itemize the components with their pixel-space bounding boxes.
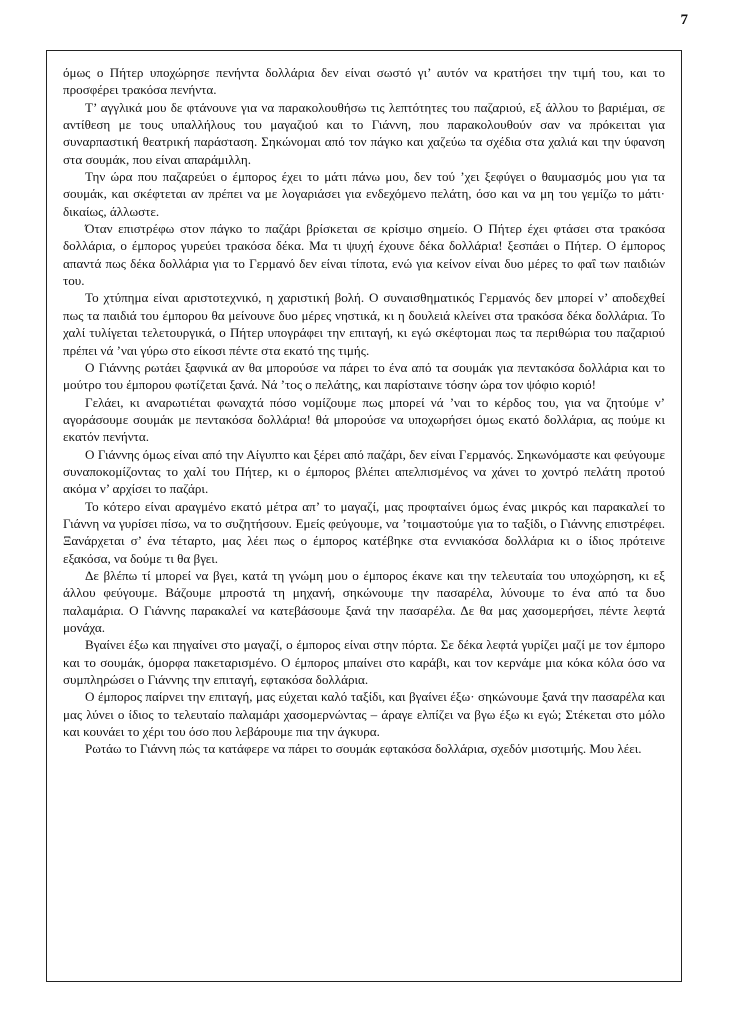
paragraph: Την ώρα που παζαρεύει ο έμπορος έχει το μάτι πάνω μου, δεν τού ’χει ξεφύγει ο θαυμασμός μου για τα σουμάκ, και σκέφτεται αν πρέπει να με λογαριάσει για ενδεχόμενο πελάτη, όσο και να μη του γεμίζω το μάτι· δικαίως, άλλωστε. xyxy=(63,169,665,219)
page-number: 7 xyxy=(680,12,688,28)
paragraph: Βγαίνει έξω και πηγαίνει στο μαγαζί, ο έμπορος είναι στην πόρτα. Σε δέκα λεφτά γυρίζει μαζί με τον έμπορο και το σουμάκ, όμορφα πακεταρισμένο. Ο έμπορος μπαίνει στο καράβι, και τον κερνάμε μια κόκα κόλα όσο να συμπληρώσει ο Γιάννης την επιταγή, εφτακόσα δολλάρια. xyxy=(63,637,665,688)
paragraph: Το χτύπημα είναι αριστοτεχνικό, η χαριστική βολή. Ο συναισθηματικός Γερμανός δεν μπορεί ν’ αποδεχθεί πως τα παιδιά του έμπορου θα μείνουνε δυο μέρες νηστικά, κι η δουλειά κλείνει στα τρακόσα δέκα δολλάρια. Το χαλί τυλίγεται τελετουργικά, ο Πήτερ υπογράφει την επιταγή, κι εγώ σκέφτομαι πως τα περιθώρια του παζαριού πρέπει νά ’ναι γύρω στο είκοσι πέντε στα εκατό της τιμής. xyxy=(63,290,665,358)
paragraph: Τ’ αγγλικά μου δε φτάνουνε για να παρακολουθήσω τις λεπτότητες του παζαριού, εξ άλλου το βαριέμαι, σε αντίθεση με τους υπαλλήλους του μαγαζιού και το Γιάννη, που παρακολουθούν σαν να πρόκειται για συναρπαστική θεατρική παράσταση. Σηκώνομαι από τον πάγκο και χαζεύω τα σχέδια στα χαλιά και την ύφανση στα σουμάκ, που είναι απαράμιλλη. xyxy=(63,99,665,167)
paragraph: όμως ο Πήτερ υποχώρησε πενήντα δολλάρια δεν είναι σωστό γι’ αυτόν να κρατήσει την τιμή του, και το προσφέρει τρακόσα πενήντα. xyxy=(63,65,665,98)
body-text xyxy=(63,64,665,758)
paragraph: Γελάει, κι αναρωτιέται φωναχτά πόσο νομίζουμε πως μπορεί νά ’ναι το κέρδος του, για να ζητούμε ν’ αγοράσουμε σουμάκ με πεντακόσα δολλάρια! θά μπορούσε να υποχωρήσει όμως εκατό δολλάρια, ας πούμε κι εκατόν πενήντα. xyxy=(63,394,665,445)
paragraph: Ο έμπορος παίρνει την επιταγή, μας εύχεται καλό ταξίδι, και βγαίνει έξω· σηκώνουμε ξανά την πασαρέλα και μας λύνει ο ίδιος το τελευταίο παλαμάρι χασομερνώντας – άραγε ελπίζει να βγω έξω κι εγώ; Στέκεται στο μόλο και κουνάει το χέρι του όσο που λεβάρουμε πια την άγκυρα. xyxy=(63,689,665,740)
text-frame xyxy=(46,50,682,982)
paragraph: Ο Γιάννης ρωτάει ξαφνικά αν θα μπορούσε να πάρει το ένα από τα σουμάκ για πεντακόσα δολλάρια και το μούτρο του έμπορου φωτίζεται ξανά. Νά ’τος ο πελάτης, και παρίσταινε τόσην ώρα τον ψόφιο κοριό! xyxy=(63,359,665,393)
paragraph: Δε βλέπω τί μπορεί να βγει, κατά τη γνώμη μου ο έμπορος έκανε και την τελευταία του υποχώρηση, κι εξ άλλου φεύγουμε. Βάζουμε μπροστά τη μηχανή, σηκώνουμε την πασαρέλα, λύνουμε το ένα από τα δυο παλαμάρια. Ο Γιάννης παρακαλεί να κατεβάσουμε ξανά την πασαρέλα. Δε θα μας χασομερήσει, πέντε λεφτά μονάχα. xyxy=(63,567,665,635)
paragraph: Ρωτάω το Γιάννη πώς τα κατάφερε να πάρει το σουμάκ εφτακόσα δολλάρια, σχεδόν μισοτιμής. Μου λέει. xyxy=(85,741,642,757)
paragraph: Ο Γιάννης όμως είναι από την Αίγυπτο και ξέρει από παζάρι, δεν είναι Γερμανός. Σηκωνόμαστε και φεύγουμε συναποκομίζοντας το χαλί του Πήτερ, κι ο έμπορος βλέπει απελπισμένος να χάνει το χοντρό πελάτη προτού ακόμα ν’ αρχίσει το παζάρι. xyxy=(63,446,665,497)
paragraph: Όταν επιστρέφω στον πάγκο το παζάρι βρίσκεται σε κρίσιμο σημείο. Ο Πήτερ έχει φτάσει στα τρακόσα δολλάρια, ο έμπορος γυρεύει τρακόσα δέκα. Μα τι ψυχή έχουνε δέκα δολλάρια! ξεσπάει ο Πήτερ. Ο έμπορος απαντά πως δέκα δολλάρια για το Γερμανό δεν είναι τίποτα, ενώ για κείνον είναι δυο μέρες το φαΐ των παιδιών του. xyxy=(63,221,665,289)
paragraph: Το κότερο είναι αραγμένο εκατό μέτρα απ’ το μαγαζί, μας προφταίνει όμως ένας μικρός και παρακαλεί το Γιάννη να γυρίσει πίσω, να το συζητήσουν. Εμείς φεύγουμε, να ’τοιμαστούμε για το ταξίδι, ο Γιάννης επιστρέφει. Ξανάρχεται σ’ ένα τέταρτο, μας λέει πως ο έμπορος κατέβηκε στα εννιακόσα δολλάρια κι ο ίδιος πρότεινε εξακόσα, να δούμε τι θα βγει. xyxy=(63,498,665,566)
